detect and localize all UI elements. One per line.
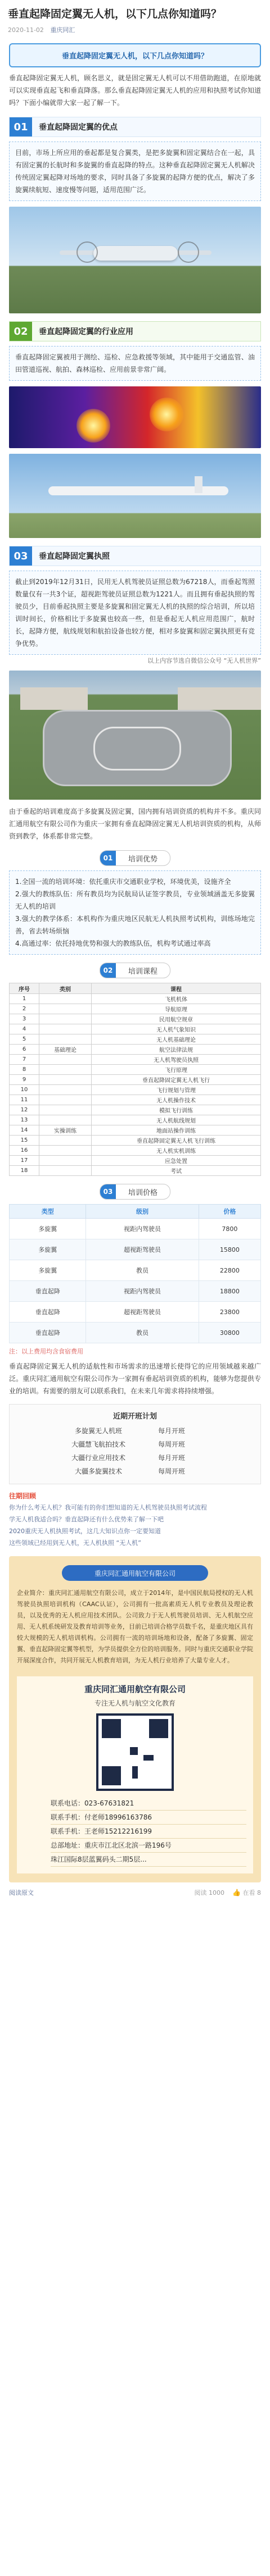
table-cell: 16: [10, 1146, 39, 1156]
table-row: [10, 1105, 261, 1115]
table-cell: 4: [10, 1024, 39, 1034]
tag-training-advantage: [0, 850, 270, 866]
section-01-text: 目前，市场上所应用的垂起都是复合翼类，是把多旋翼和固定翼结合在一起，具有固定翼的长航时和多旋翼的垂直起降的特点。这种垂直起降固定翼无人机解决传统固定翼起降对场地的要求，同时具备了多旋翼的起降方便的优点，解决了多旋翼续航短、速度慢等问题，适用范围广泛。: [9, 142, 261, 201]
training-field-photo: [9, 671, 261, 800]
table-row: [10, 1085, 261, 1095]
propeller-shape: [76, 241, 98, 263]
table-cell: 5: [10, 1034, 39, 1045]
schedule-cell: 多旋翼无人机班: [74, 1427, 122, 1435]
table-cell: 超视距驾驶员: [86, 1302, 199, 1323]
qr-corner-shape: [102, 1719, 121, 1738]
table-row: [10, 1034, 261, 1045]
schedule-row: [10, 1424, 260, 1438]
review-link[interactable]: 2020重庆无人机执照考试，这几大知识点你一定要知道: [9, 1528, 161, 1535]
table-cell: [39, 1146, 92, 1156]
table-cell: 导航原理: [92, 1004, 261, 1014]
table-cell: 15800: [199, 1239, 260, 1260]
section-number: 03: [10, 546, 32, 566]
qr-corner-shape: [102, 1766, 121, 1785]
table-cell: 7: [10, 1055, 39, 1065]
schedule-row: [10, 1451, 260, 1465]
section-number: 02: [10, 322, 32, 341]
building-shape: [178, 687, 261, 710]
qr-corner-shape: [149, 1719, 168, 1738]
advantage-item: 1.全国一流的培训环境：依托重庆市交通职业学校，环境优美，设施齐全: [15, 878, 231, 886]
tag-label: 培训价格: [128, 1188, 158, 1197]
table-row: [10, 1095, 261, 1105]
section-title: 垂直起降固定翼执照: [32, 546, 260, 566]
section-02-text: 垂直起降固定翼被用于测绘、巡检、应急救援等领域，其中能用于交通监管、油田管道巡视、航拍、森林巡检、应用前景非常广阔。: [9, 346, 261, 381]
table-cell: 超视距驾驶员: [86, 1239, 199, 1260]
likes-count[interactable]: 在看 8: [242, 1889, 261, 1896]
table-cell: [39, 1075, 92, 1085]
tag-number: 03: [100, 1184, 116, 1199]
table-row: [10, 1014, 261, 1024]
section-header-01: [9, 117, 261, 137]
section-03-followup: 由于垂起的培训难度高于多旋翼及固定翼，国内拥有培训资质的机构并不多。重庆同汇通用航空有限公司作为重庆一家拥有垂直起降固定翼无人机培训资质的机构，从师资到教学，体系都非常完整。: [9, 808, 261, 840]
table-cell: 飞行原理: [92, 1065, 261, 1075]
table-row: [10, 1125, 261, 1136]
table-cell: 视距内驾驶员: [86, 1281, 199, 1302]
table-cell: 多旋翼: [10, 1260, 86, 1281]
schedule-title: 近期开班计划: [112, 1412, 157, 1421]
table-cell: 无人机航线规划: [92, 1115, 261, 1125]
table-cell: [39, 1085, 92, 1095]
table-cell: [39, 994, 92, 1004]
column-header: 序号: [10, 983, 39, 994]
advantage-item: 4.高通过率：依托持地优势和强大的教练队伍，机构考试通过率高: [15, 940, 211, 947]
table-row: [10, 1004, 261, 1014]
contact-line: 联系手机：王老师15212216199: [51, 1825, 246, 1839]
building-shape: [20, 687, 88, 710]
schedule-cell: 每周开班: [158, 1440, 185, 1448]
table-cell: 无人机驾驶员执照: [92, 1055, 261, 1065]
intro-paragraph: 垂直起降固定翼无人机，顾名思义，就是固定翼无人机可以不用借助跑道，在原地就可以实现垂直起飞和垂直降落。那么垂直起降固定翼无人机的应用和执照考试你知道吗？下面小编就带大家一起了解一下。: [9, 74, 261, 107]
schedule-cell: 每月开班: [158, 1427, 185, 1435]
schedule-cell: 大疆多旋翼技术: [74, 1467, 122, 1475]
propeller-shape: [178, 241, 199, 263]
heat-spot-shape: [76, 409, 110, 443]
advantage-item: 3.强大的教学体系：本机构作为重庆地区民航无人机执照考试机构，训练场地完善，省去转场烦恼: [15, 915, 255, 935]
advantages-list: [9, 870, 261, 955]
table-cell: 教员: [86, 1260, 199, 1281]
table-cell: [39, 1034, 92, 1045]
source-caption: 以上内容节选自微信公众号 “无人机世界”: [147, 657, 261, 664]
tag-label: 培训优势: [128, 855, 158, 864]
table-cell: 垂直起降: [10, 1281, 86, 1302]
drone-body-shape: [93, 246, 178, 261]
closing-paragraph: 垂直起降固定翼无人机的适航性和市场需求的迅速增长使得它的应用领域越来越广泛。重庆同汇通用航空有限公司作为一家拥有垂起培训资质的机构，能够为您提供专业的培训。有需要的朋友可以联系我们，在未来几年需求将持续增强。: [9, 1362, 261, 1395]
table-cell: [39, 1115, 92, 1125]
table-cell: 基础理论: [39, 1045, 92, 1055]
table-cell: 多旋翼: [10, 1219, 86, 1239]
table-cell: [39, 1166, 92, 1176]
table-cell: 无人机气象知识: [92, 1024, 261, 1034]
course-table: [9, 983, 261, 1176]
past-review-section: [9, 1491, 261, 1548]
contact-line: 联系电话：023-67631821: [51, 1797, 246, 1811]
table-row: [10, 994, 261, 1004]
views-count: 阅读 1000: [194, 1889, 225, 1896]
review-link[interactable]: 学无人机我适合吗？垂直起降还有什么优势来了解一下吧: [9, 1516, 164, 1523]
table-row: [10, 1146, 261, 1156]
table-cell: 无人机操作技术: [92, 1095, 261, 1105]
column-header: 课程: [92, 983, 261, 994]
table-cell: 6: [10, 1045, 39, 1055]
table-cell: 视距内驾驶员: [86, 1219, 199, 1239]
column-header: 级别: [86, 1205, 199, 1219]
company-name: 重庆同汇通用航空有限公司: [84, 1684, 186, 1694]
schedule-cell: 每周开班: [158, 1467, 185, 1475]
heat-spot-shape: [150, 398, 183, 431]
qr-code-icon: [96, 1713, 174, 1791]
read-more-link[interactable]: 阅读原文: [9, 1889, 34, 1896]
table-row: [10, 1136, 261, 1146]
contact-line: 联系手机：付老师18996163786: [51, 1811, 246, 1825]
section-header-02: [9, 321, 261, 341]
table-cell: 3: [10, 1014, 39, 1024]
table-cell: 9: [10, 1075, 39, 1085]
author-link[interactable]: 重庆同汇: [50, 26, 75, 34]
table-row: [10, 1065, 261, 1075]
table-cell: 11: [10, 1095, 39, 1105]
table-row: [10, 1239, 261, 1260]
section-title: 垂直起降固定翼的优点: [32, 117, 260, 136]
table-cell: 地面站操作训练: [92, 1125, 261, 1136]
table-cell: 考试: [92, 1166, 261, 1176]
thumb-icon[interactable]: 👍: [232, 1889, 241, 1896]
table-cell: 23800: [199, 1302, 260, 1323]
company-slogan: 专注无人机与航空文化教育: [94, 1699, 176, 1707]
table-cell: 应急处置: [92, 1156, 261, 1166]
table-cell: 15: [10, 1136, 39, 1146]
table-row: [10, 1055, 261, 1065]
section-header-03: [9, 546, 261, 566]
article-footer: [9, 1888, 261, 1897]
table-cell: [39, 1014, 92, 1024]
review-link[interactable]: 这些领域已经用到无人机，无人机执照 “无人机”: [9, 1539, 141, 1547]
review-heading: 往期回顾: [9, 1492, 37, 1500]
fixed-wing-drone-photo: [9, 454, 261, 538]
section-title: 垂直起降固定翼的行业应用: [32, 322, 260, 341]
table-row: [10, 1045, 261, 1055]
fee-note: 注：以上费用均含食宿费用: [9, 1348, 83, 1355]
advantage-item: 2.强大的教练队伍：所有教员均为民航局认证签字教员，专业领域涵盖无多旋翼无人机的培训: [15, 890, 255, 910]
table-cell: [39, 1105, 92, 1115]
schedule-cell: 大疆慧飞航拍技术: [71, 1440, 125, 1448]
table-cell: [39, 1156, 92, 1166]
table-cell: 民用航空规章: [92, 1014, 261, 1024]
table-cell: 垂直起降固定翼无人机飞行: [92, 1075, 261, 1085]
company-intro: 企业简介：重庆同汇通用航空有限公司，成立于2014年，是中国民航局授权的无人机驾驶员执照培训机构（CAAC认证），公司拥有一批高素质无人机专业教员及理论教员，以及优秀的无人机应用技术团队。公司致力于无人机驾驶员培训、无人机航空应用、无人机系统研发及教育培训等业务，目前已培训合格学员数千名，是重庆地区具有较大规模的无人机培训机构。公司拥有一流的培训场地和设备，配备了多旋翼、固定翼、垂直起降固定翼等机型，为学员提供全方位的培训服务。同时与重庆交通职业学院开展深度合作，共同开展无人机教育培训，为无人机行业培养了大量专业人才。: [17, 1589, 253, 1664]
table-cell: 模拟飞行训练: [92, 1105, 261, 1115]
column-header: 价格: [199, 1205, 260, 1219]
article-header: [0, 0, 270, 38]
table-cell: 多旋翼: [10, 1239, 86, 1260]
schedule-rows: [10, 1424, 260, 1478]
table-row: [10, 1260, 261, 1281]
schedule-box: [9, 1404, 261, 1484]
table-cell: 22800: [199, 1260, 260, 1281]
table-cell: 17: [10, 1156, 39, 1166]
table-cell: 30800: [199, 1323, 260, 1343]
contact-line: 珠江国际8层蓝翼码头二期5层...: [51, 1853, 246, 1867]
tag-number: 02: [100, 963, 116, 978]
article-meta: [8, 25, 262, 34]
contact-list: [24, 1797, 246, 1867]
qr-dot-shape: [143, 1755, 154, 1761]
table-cell: 1: [10, 994, 39, 1004]
fee-table-body: [10, 1219, 261, 1343]
table-cell: 航空法律法规: [92, 1045, 261, 1055]
table-row: [10, 1166, 261, 1176]
qr-dot-shape: [132, 1766, 138, 1779]
table-cell: 无人机实机训练: [92, 1146, 261, 1156]
brand-header: 重庆同汇通用航空有限公司: [62, 1565, 208, 1581]
schedule-cell: 每月开班: [158, 1454, 185, 1462]
table-cell: [39, 1024, 92, 1034]
schedule-row: [10, 1438, 260, 1451]
fee-table: [9, 1204, 261, 1343]
section-03-text: 截止到2019年12月31日，民用无人机驾驶员证照总数为67218人，而垂起驾照数量仅有一共3个证，超视距驾驶员证照总数为1221人。而且拥有垂起执照的驾驶员少，目前垂起执照主要是多旋翼和固定翼无人机的执照的综合培训，所以培训时间长，价格相比于多旋翼也较高一些，但是垂起无人机应用范围广，航时长，起降方便，航线规划和航拍设备也较方便，相对多旋翼和固定翼执照更有竞争优势。: [9, 571, 261, 655]
company-brand-card: [9, 1556, 261, 1882]
table-cell: 8: [10, 1065, 39, 1075]
table-cell: 12: [10, 1105, 39, 1115]
table-cell: 7800: [199, 1219, 260, 1239]
drone-tail-shape: [195, 476, 202, 493]
section-number: 01: [10, 117, 32, 136]
article-title: 垂直起降固定翼无人机，以下几点你知道吗？: [8, 8, 222, 20]
column-header: 类型: [10, 1205, 86, 1219]
table-cell: 14: [10, 1125, 39, 1136]
publish-date: 2020-11-02: [8, 26, 44, 34]
tag-label: 培训课程: [128, 967, 158, 976]
schedule-row: [10, 1465, 260, 1478]
flight-ring-shape: [93, 727, 181, 770]
contact-line: 总部地址：重庆市江北区北滨一路196号: [51, 1839, 246, 1853]
table-cell: [39, 1004, 92, 1014]
table-cell: 18800: [199, 1281, 260, 1302]
table-cell: 垂直起降: [10, 1323, 86, 1343]
table-cell: 飞机机体: [92, 994, 261, 1004]
vtol-drone-photo: [9, 207, 261, 313]
table-cell: [39, 1136, 92, 1146]
table-cell: 垂直起降固定翼无人机飞行训练: [92, 1136, 261, 1146]
table-row: [10, 1075, 261, 1085]
table-cell: 13: [10, 1115, 39, 1125]
table-cell: [39, 1055, 92, 1065]
schedule-cell: 大疆行业应用技术: [71, 1454, 125, 1462]
table-row: [10, 1281, 261, 1302]
review-link[interactable]: 你为什么考无人机？我可能有的你们想知道的无人机驾驶员执照考试流程: [9, 1504, 207, 1511]
tag-training-price: [0, 1184, 270, 1200]
thermal-imaging-photo: [9, 386, 261, 448]
table-row: [10, 1323, 261, 1343]
column-header: 类别: [39, 983, 92, 994]
table-cell: [39, 1065, 92, 1075]
table-cell: 无人机基础理论: [92, 1034, 261, 1045]
course-table-body: [10, 994, 261, 1176]
table-cell: 教员: [86, 1323, 199, 1343]
qr-dot-shape: [130, 1747, 138, 1755]
table-cell: [39, 1095, 92, 1105]
table-cell: 飞行规划与管理: [92, 1085, 261, 1095]
table-row: [10, 1115, 261, 1125]
tag-training-courses: [0, 963, 270, 978]
table-cell: 垂直起降: [10, 1302, 86, 1323]
table-cell: 10: [10, 1085, 39, 1095]
tag-number: 01: [100, 851, 116, 865]
table-cell: 实操训练: [39, 1125, 92, 1136]
table-row: [10, 1219, 261, 1239]
table-row: [10, 1302, 261, 1323]
table-cell: 18: [10, 1166, 39, 1176]
table-cell: 2: [10, 1004, 39, 1014]
table-row: [10, 1156, 261, 1166]
table-row: [10, 1024, 261, 1034]
question-banner: 垂直起降固定翼无人机，以下几点你知道吗？: [9, 43, 261, 67]
brand-contact-block: [17, 1676, 253, 1873]
